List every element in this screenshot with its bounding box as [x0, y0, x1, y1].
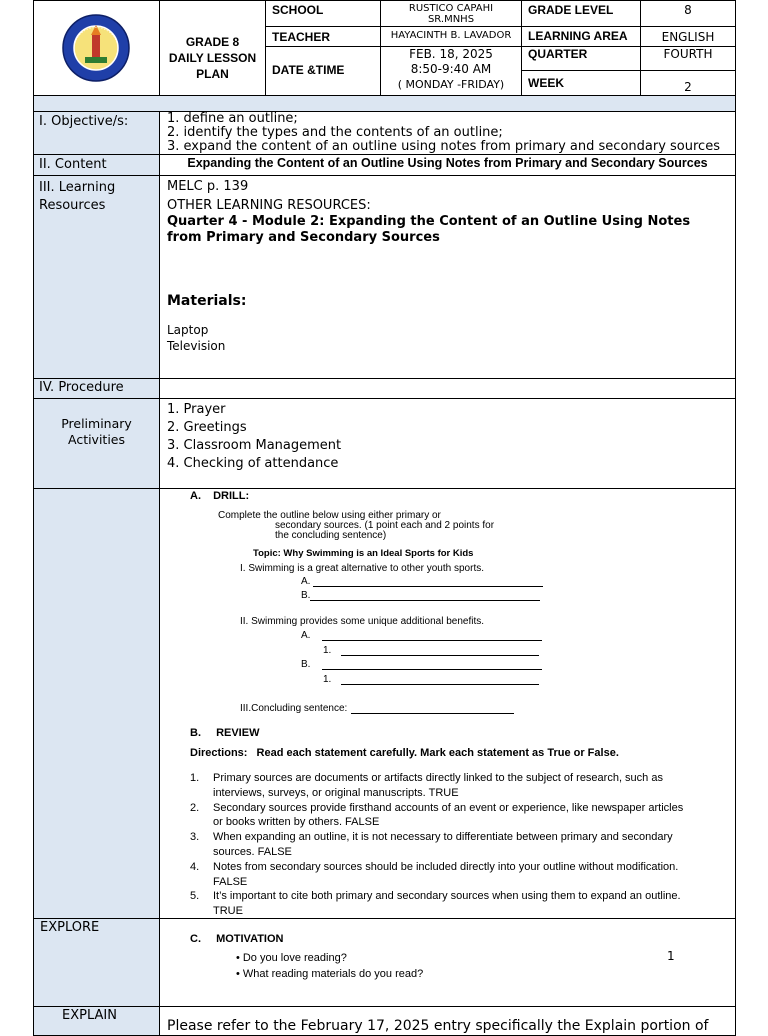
drill-heading	[190, 490, 249, 502]
review-item-text: sources. FALSE	[213, 845, 292, 858]
title-line-2: DAILY LESSON	[168, 51, 257, 65]
outline-point-1b	[301, 590, 540, 601]
review-heading	[190, 727, 259, 739]
concluding-label: III.Concluding sentence:	[240, 703, 348, 714]
teacher-label: TEACHER	[265, 26, 381, 47]
motivation-questions	[236, 950, 423, 982]
explain-text: Please refer to the February 17, 2025 entry specifically the Explain portion of	[167, 1018, 709, 1034]
learning-area-value: ENGLISH	[640, 26, 736, 47]
school-value-line-1: RUSTICO CAPAHI	[408, 3, 494, 14]
review-item-text: interviews, surveys, or original manuscripts. TRUE	[213, 786, 459, 799]
outline-point-2a-letter: A.	[301, 630, 311, 641]
answer-blank[interactable]	[322, 640, 542, 641]
outline-point-1a-letter: A.	[301, 576, 311, 587]
grade-level-value: 8	[640, 0, 736, 27]
drill-heading-letter: A.	[190, 490, 201, 502]
preliminary-item: 2. Greetings	[167, 420, 247, 435]
review-item-text: When expanding an outline, it is not necessary to differentiate between primary and secondary	[213, 831, 673, 844]
preliminary-activities	[159, 398, 736, 489]
preliminary-item: 4. Checking of attendance	[167, 456, 339, 471]
outline-point-1: I. Swimming is a great alternative to other youth sports.	[240, 563, 484, 574]
drill-heading-text: DRILL:	[213, 490, 250, 502]
preliminary-label-line-2: Activities	[67, 432, 126, 447]
review-item-text: Secondary sources provide firsthand accounts of an event or experience, like newspaper articles	[213, 801, 684, 814]
review-list	[190, 771, 730, 919]
teacher-value: HAYACINTH B. LAVADOR	[380, 26, 522, 47]
motivation-heading	[190, 933, 283, 945]
drill-review-label	[33, 488, 160, 919]
review-item-number: 4.	[190, 860, 200, 873]
resources-label	[33, 175, 160, 379]
directions-text: Read each statement carefully. Mark each statement as True or False.	[256, 747, 619, 759]
logo-cell	[33, 0, 160, 96]
school-logo	[61, 13, 131, 83]
outline-point-2b-letter: B.	[301, 659, 311, 670]
motivation-heading-text: MOTIVATION	[216, 933, 284, 945]
preliminary-label-line-1: Preliminary	[61, 416, 132, 431]
material-item: Television	[167, 339, 226, 353]
time-value: 8:50-9:40 AM	[410, 62, 492, 76]
outline-point-2: II. Swimming provides some unique additional benefits.	[240, 616, 485, 627]
drill-topic: Topic: Why Swimming is an Ideal Sports for Kids	[253, 548, 474, 559]
separator-bar	[33, 95, 736, 112]
answer-blank[interactable]	[313, 586, 543, 587]
review-item-text: or books written by others. FALSE	[213, 816, 380, 829]
explain-content	[159, 1006, 736, 1036]
title-line-3: PLAN	[196, 67, 229, 81]
days-value: ( MONDAY -FRIDAY)	[397, 78, 505, 91]
week-label: WEEK	[521, 70, 641, 96]
procedure-label: IV. Procedure	[33, 378, 160, 399]
objective-item: 1. define an outline;	[167, 111, 298, 126]
quarter-value: FOURTH	[640, 46, 736, 71]
resources-label-line-1: III. Learning	[39, 180, 116, 195]
review-item-text: TRUE	[213, 905, 243, 918]
answer-blank[interactable]	[322, 669, 542, 670]
review-item-number: 5.	[190, 890, 200, 903]
review-item	[190, 801, 730, 831]
school-value-line-2: SR.MNHS	[427, 14, 475, 25]
motivation-question-text: Do you love reading?	[242, 952, 347, 964]
outline-point-2b1	[323, 674, 539, 685]
review-item-text: FALSE	[213, 875, 248, 888]
preliminary-label	[33, 398, 160, 489]
explain-label: EXPLAIN	[33, 1006, 160, 1036]
bullet-icon: •	[236, 952, 240, 964]
dlp-title	[159, 0, 266, 96]
outline-point-1b-letter: B.	[301, 590, 311, 601]
outline-point-2b1-number: 1.	[323, 674, 332, 685]
resources-content	[159, 175, 736, 379]
answer-blank[interactable]	[351, 713, 514, 714]
drill-review-content	[159, 488, 736, 919]
review-item-text: Notes from secondary sources should be included directly into your outline without modification.	[213, 860, 679, 873]
review-heading-text: REVIEW	[216, 727, 260, 739]
melc-reference: MELC p. 139	[167, 179, 249, 194]
materials-label: Materials:	[167, 293, 247, 309]
review-item	[190, 771, 730, 801]
objective-item: 2. identify the types and the contents of an outline;	[167, 125, 503, 140]
objectives-list	[159, 111, 736, 155]
module-title: Quarter 4 - Module 2: Expanding the Content of an Outline Using Notes from Primary and Secondary Sources	[167, 214, 691, 245]
review-heading-letter: B.	[190, 727, 201, 739]
outline-point-2b	[301, 659, 542, 670]
material-item: Laptop	[167, 323, 209, 337]
school-value	[380, 0, 522, 27]
procedure-value	[159, 378, 736, 399]
answer-blank[interactable]	[310, 600, 540, 601]
other-resources-label: OTHER LEARNING RESOURCES:	[167, 198, 371, 213]
review-item-text: It’s important to cite both primary and secondary sources when using them to expand an outline.	[213, 890, 681, 903]
motivation-question-text: What reading materials do you read?	[242, 968, 424, 980]
review-item-number: 2.	[190, 801, 200, 814]
review-item-number: 3.	[190, 831, 200, 844]
review-item	[190, 830, 730, 860]
objectives-label: I. Objective/s:	[33, 111, 160, 155]
directions-label: Directions:	[190, 747, 248, 759]
school-label: SCHOOL	[265, 0, 381, 27]
motivation-question	[236, 966, 423, 982]
drill-instruction: Complete the outline below using either primary or	[218, 510, 441, 521]
page-number: 1	[667, 949, 675, 963]
learning-area-label: LEARNING AREA	[521, 26, 641, 47]
explore-label: EXPLORE	[33, 918, 160, 1007]
review-item-number: 1.	[190, 772, 200, 784]
date-value: FEB. 18, 2025	[409, 47, 493, 61]
review-item	[190, 860, 730, 890]
objective-item: 3. expand the content of an outline using notes from primary and secondary sources	[167, 139, 720, 154]
datetime-value	[380, 46, 522, 96]
drill-instruction: secondary sources. (1 point each and 2 points for	[275, 520, 495, 531]
preliminary-item: 3. Classroom Management	[167, 438, 342, 453]
motivation-question	[236, 950, 423, 966]
title-line-1: GRADE 8	[185, 35, 240, 49]
outline-point-2a1-number: 1.	[323, 645, 332, 656]
review-directions	[190, 747, 619, 759]
outline-point-2a1	[323, 645, 539, 656]
content-label: II. Content	[33, 154, 160, 176]
review-item	[190, 889, 730, 919]
quarter-label: QUARTER	[521, 46, 641, 71]
motivation-heading-letter: C.	[190, 933, 201, 945]
bullet-icon: •	[236, 968, 240, 980]
answer-blank[interactable]	[341, 684, 539, 685]
review-item-text: Primary sources are documents or artifacts directly linked to the subject of research, such as	[213, 772, 663, 784]
explore-content	[159, 918, 736, 1007]
outline-point-1a	[301, 576, 543, 587]
week-value: 2	[640, 70, 736, 96]
content-value: Expanding the Content of an Outline Using Notes from Primary and Secondary Sources	[159, 154, 736, 176]
grade-level-label: GRADE LEVEL	[521, 0, 641, 27]
preliminary-item: 1. Prayer	[167, 402, 226, 417]
drill-instruction: the concluding sentence)	[275, 530, 387, 541]
resources-label-line-2: Resources	[39, 198, 106, 213]
outline-point-2a	[301, 630, 542, 641]
answer-blank[interactable]	[341, 655, 539, 656]
concluding-sentence	[240, 703, 514, 714]
datetime-label: DATE &TIME	[265, 46, 381, 96]
